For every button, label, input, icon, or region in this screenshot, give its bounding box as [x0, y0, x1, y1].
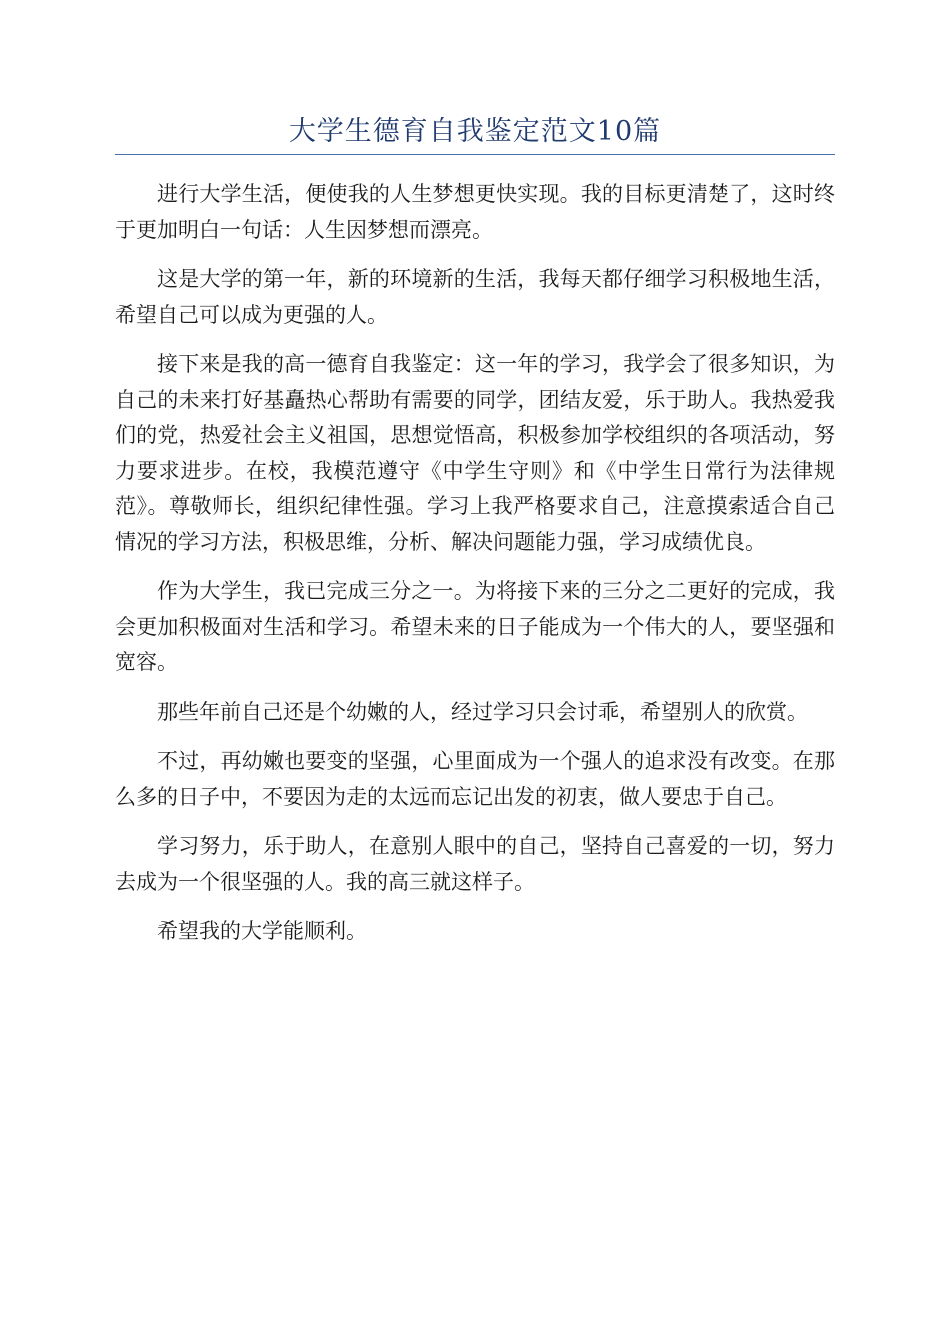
title-underline: [115, 154, 835, 155]
paragraph-6: 不过，再幼嫩也要变的坚强，心里面成为一个强人的追求没有改变。在那么多的日子中，不要因为走的太远而忘记出发的初衷，做人要忠于自己。: [115, 749, 835, 809]
paragraph-2: 这是大学的第一年，新的环境新的生活，我每天都仔细学习积极地生活，希望自己可以成为更强的人。: [115, 267, 835, 327]
paragraph-3: 接下来是我的高一德育自我鉴定：这一年的学习，我学会了很多知识，为自己的未来打好基矗热心帮助有需要的同学，团结友爱，乐于助人。我热爱我们的党，热爱社会主义祖国，思想觉悟高，积极参加学校组织的各项活动，努力要求进步。在校，我模范遵守《中学生守则》和《中学生日常行为法律规范》。尊敬师长，组织纪律性强。学习上我严格要求自己，注意摸索适合自己情况的学习方法，积极思维，分析、解决问题能力强，学习成绩优良。: [115, 352, 835, 554]
document-body: [115, 177, 835, 964]
paragraph-4: 作为大学生，我已完成三分之一。为将接下来的三分之二更好的完成，我会更加积极面对生活和学习。希望未来的日子能成为一个伟大的人，要坚强和宽容。: [115, 579, 835, 674]
page-title: 大学生德育自我鉴定范文10篇: [288, 116, 662, 147]
paragraph-5: 那些年前自己还是个幼嫩的人，经过学习只会讨乖，希望别人的欣赏。: [157, 699, 808, 724]
paragraph-1: 进行大学生活，便使我的人生梦想更快实现。我的目标更清楚了，这时终于更加明白一句话：人生因梦想而漂亮。: [115, 182, 835, 242]
paragraph-7: 学习努力，乐于助人，在意别人眼中的自己，坚持自己喜爱的一切，努力去成为一个很坚强的人。我的高三就这样子。: [115, 834, 835, 894]
paragraph-8: 希望我的大学能顺利。: [157, 919, 367, 943]
